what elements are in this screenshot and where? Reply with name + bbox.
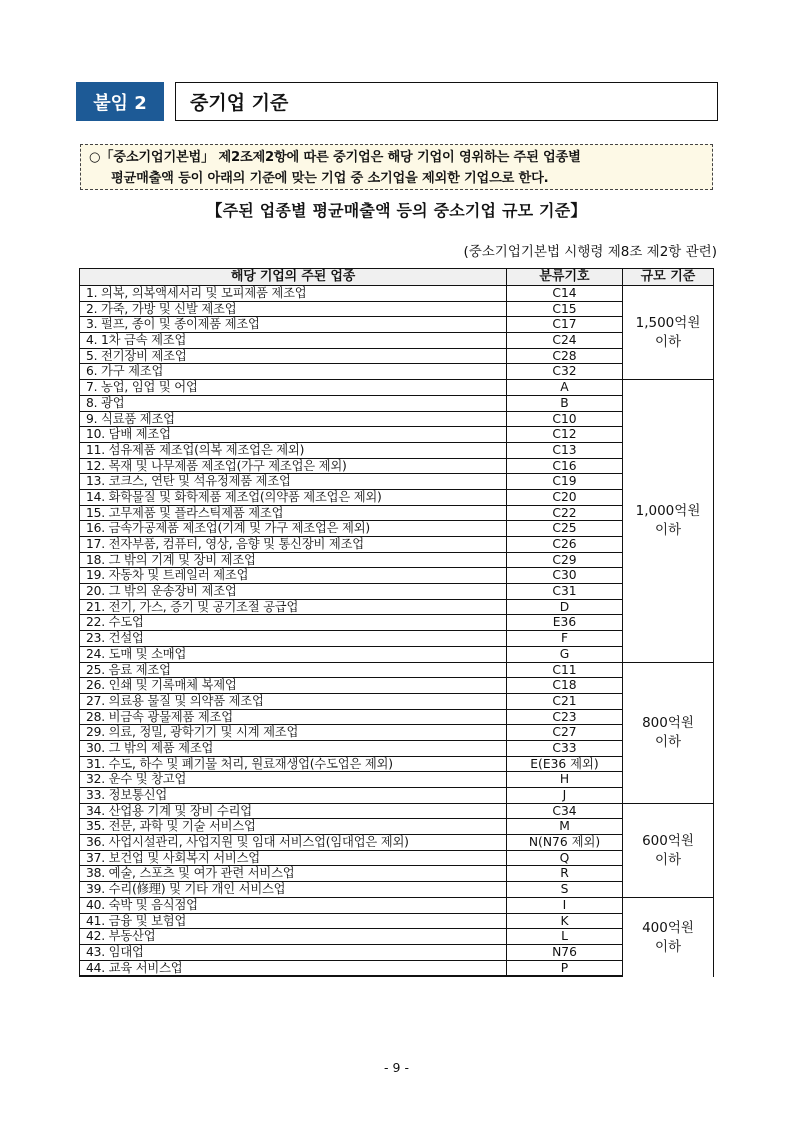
code-cell: C14	[507, 286, 623, 301]
code-cell: E36	[507, 615, 623, 630]
table-row	[80, 506, 713, 522]
table-row	[80, 929, 713, 945]
table-row	[80, 364, 713, 380]
code-cell: D	[507, 600, 623, 615]
table-row	[80, 851, 713, 867]
code-cell: C10	[507, 412, 623, 427]
table-row	[80, 694, 713, 710]
table-row	[80, 537, 713, 553]
industry-cell: 21. 전기, 가스, 증기 및 공기조절 공급업	[80, 600, 507, 615]
table-row	[80, 866, 713, 882]
code-cell: P	[507, 961, 623, 976]
industry-cell: 35. 전문, 과학 및 기술 서비스업	[80, 819, 507, 834]
code-cell: M	[507, 819, 623, 834]
code-cell: Q	[507, 851, 623, 866]
industry-cell: 17. 전자부품, 컴퓨터, 영상, 음향 및 통신장비 제조업	[80, 537, 507, 552]
table-row	[80, 380, 713, 396]
industry-cell: 30. 그 밖의 제품 제조업	[80, 741, 507, 756]
size-group-cell	[622, 380, 713, 663]
size-limit-qualifier: 이하	[654, 521, 682, 538]
code-cell: I	[507, 898, 623, 913]
industry-cell: 19. 자동차 및 트레일러 제조업	[80, 568, 507, 583]
code-cell: H	[507, 772, 623, 787]
table-row	[80, 333, 713, 349]
industry-cell: 39. 수리(修理) 및 기타 개인 서비스업	[80, 882, 507, 897]
note-line-2: 평균매출액 등이 아래의 기준에 맞는 기업 중 소기업을 제외한 기업으로 한다.	[111, 171, 549, 186]
table-row	[80, 427, 713, 443]
industry-cell: 11. 섬유제품 제조업(의복 제조업은 제외)	[80, 443, 507, 458]
table-row	[80, 678, 713, 694]
code-cell: C26	[507, 537, 623, 552]
code-cell: C17	[507, 317, 623, 332]
industry-cell: 8. 광업	[80, 396, 507, 411]
table-row	[80, 819, 713, 835]
code-cell: C19	[507, 474, 623, 489]
header-code: 분류기호	[507, 269, 623, 285]
table-row	[80, 553, 713, 569]
industry-cell: 29. 의료, 정밀, 광학기기 및 시계 제조업	[80, 725, 507, 740]
code-cell: C29	[507, 553, 623, 568]
industry-cell: 42. 부동산업	[80, 929, 507, 944]
code-cell: C23	[507, 710, 623, 725]
table-row	[80, 788, 713, 804]
size-limit-qualifier: 이하	[654, 851, 682, 868]
industry-cell: 3. 펄프, 종이 및 종이제품 제조업	[80, 317, 507, 332]
code-cell: C27	[507, 725, 623, 740]
industry-cell: 36. 사업시설관리, 사업지원 및 임대 서비스업(임대업은 제외)	[80, 835, 507, 850]
table-row	[80, 725, 713, 741]
table-row	[80, 600, 713, 616]
industry-cell: 1. 의복, 의복액세서리 및 모피제품 제조업	[80, 286, 507, 301]
table-row	[80, 317, 713, 333]
table-row	[80, 396, 713, 412]
table-row	[80, 631, 713, 647]
size-group-cell	[622, 286, 713, 380]
code-cell: N(N76 제외)	[507, 835, 623, 850]
industry-cell: 16. 금속가공제품 제조업(기계 및 가구 제조업은 제외)	[80, 521, 507, 536]
industry-cell: 2. 가죽, 가방 및 신발 제조업	[80, 302, 507, 317]
table-row	[80, 710, 713, 726]
code-cell: G	[507, 647, 623, 662]
table-subtitle: 【주된 업종별 평균매출액 등의 중소기업 규모 기준】	[206, 201, 587, 220]
industry-cell: 7. 농업, 임업 및 어업	[80, 380, 507, 395]
industry-cell: 15. 고무제품 및 플라스틱제품 제조업	[80, 506, 507, 521]
industry-cell: 27. 의료용 물질 및 의약품 제조업	[80, 694, 507, 709]
table-row	[80, 459, 713, 475]
table-row	[80, 772, 713, 788]
table-row	[80, 647, 713, 663]
table-row	[80, 804, 713, 820]
table-row	[80, 961, 713, 977]
code-cell: C28	[507, 349, 623, 364]
size-limit-qualifier: 이하	[654, 938, 682, 955]
code-cell: S	[507, 882, 623, 897]
size-limit-amount: 1,500억원	[635, 314, 701, 331]
table-header-row	[80, 269, 713, 286]
industry-cell: 5. 전기장비 제조업	[80, 349, 507, 364]
code-cell: C25	[507, 521, 623, 536]
industry-cell: 22. 수도업	[80, 615, 507, 630]
industry-cell: 14. 화학물질 및 화학제품 제조업(의약품 제조업은 제외)	[80, 490, 507, 505]
code-cell: C20	[507, 490, 623, 505]
size-group-cell	[622, 898, 713, 977]
table-row	[80, 914, 713, 930]
table-body	[80, 286, 713, 976]
table-row	[80, 835, 713, 851]
size-limit-qualifier: 이하	[654, 733, 682, 750]
page-title: 중기업 기준	[175, 82, 718, 121]
code-cell: K	[507, 914, 623, 929]
industry-cell: 18. 그 밖의 기계 및 장비 제조업	[80, 553, 507, 568]
definition-note	[80, 144, 713, 190]
size-limit-amount: 400억원	[642, 919, 694, 936]
table-row	[80, 568, 713, 584]
industry-cell: 24. 도매 및 소매업	[80, 647, 507, 662]
industry-cell: 44. 교육 서비스업	[80, 961, 507, 976]
industry-cell: 34. 산업용 기계 및 장비 수리업	[80, 804, 507, 819]
code-cell: N76	[507, 945, 623, 960]
code-cell: C24	[507, 333, 623, 348]
code-cell: A	[507, 380, 623, 395]
industry-cell: 28. 비금속 광물제품 제조업	[80, 710, 507, 725]
table-row	[80, 521, 713, 537]
industry-cell: 9. 식료품 제조업	[80, 412, 507, 427]
code-cell: C18	[507, 678, 623, 693]
code-cell: C21	[507, 694, 623, 709]
code-cell: C31	[507, 584, 623, 599]
note-line-1: ○「중소기업기본법」 제2조제2항에 따른 중기업은 해당 기업이 영위하는 주된 업종별	[89, 150, 581, 165]
table-row	[80, 898, 713, 914]
industry-cell: 4. 1차 금속 제조업	[80, 333, 507, 348]
code-cell: C13	[507, 443, 623, 458]
code-cell: C12	[507, 427, 623, 442]
code-cell: L	[507, 929, 623, 944]
header-industry: 해당 기업의 주된 업종	[80, 269, 507, 285]
industry-cell: 37. 보건업 및 사회복지 서비스업	[80, 851, 507, 866]
code-cell: E(E36 제외)	[507, 757, 623, 772]
code-cell: C33	[507, 741, 623, 756]
size-standard-table	[79, 268, 714, 977]
industry-cell: 31. 수도, 하수 및 폐기물 처리, 원료재생업(수도업은 제외)	[80, 757, 507, 772]
size-limit-qualifier: 이하	[654, 333, 682, 350]
industry-cell: 20. 그 밖의 운송장비 제조업	[80, 584, 507, 599]
industry-cell: 40. 숙박 및 음식점업	[80, 898, 507, 913]
code-cell: C11	[507, 663, 623, 678]
table-row	[80, 945, 713, 961]
industry-cell: 12. 목재 및 나무제품 제조업(가구 제조업은 제외)	[80, 459, 507, 474]
industry-cell: 41. 금융 및 보험업	[80, 914, 507, 929]
industry-cell: 10. 담배 제조업	[80, 427, 507, 442]
size-limit-amount: 800억원	[642, 714, 694, 731]
size-limit-amount: 600억원	[642, 832, 694, 849]
page-number: - 9 -	[384, 1060, 409, 1075]
industry-cell: 38. 예술, 스포츠 및 여가 관련 서비스업	[80, 866, 507, 881]
code-cell: F	[507, 631, 623, 646]
table-row	[80, 302, 713, 318]
table-row	[80, 443, 713, 459]
table-row	[80, 490, 713, 506]
page-title-bar	[76, 82, 718, 121]
attachment-badge: 붙임 2	[76, 82, 164, 121]
table-row	[80, 584, 713, 600]
code-cell: C16	[507, 459, 623, 474]
industry-cell: 26. 인쇄 및 기록매체 복제업	[80, 678, 507, 693]
industry-cell: 32. 운수 및 창고업	[80, 772, 507, 787]
code-cell: C30	[507, 568, 623, 583]
table-row	[80, 474, 713, 490]
code-cell: J	[507, 788, 623, 803]
legal-reference: (중소기업기본법 시행령 제8조 제2항 관련)	[463, 244, 717, 260]
code-cell: B	[507, 396, 623, 411]
table-row	[80, 882, 713, 898]
size-group-cell	[622, 663, 713, 804]
code-cell: C22	[507, 506, 623, 521]
code-cell: C32	[507, 364, 623, 379]
industry-cell: 33. 정보통신업	[80, 788, 507, 803]
industry-cell: 25. 음료 제조업	[80, 663, 507, 678]
size-limit-amount: 1,000억원	[635, 502, 701, 519]
size-group-cell	[622, 804, 713, 898]
industry-cell: 23. 건설업	[80, 631, 507, 646]
code-cell: C34	[507, 804, 623, 819]
code-cell: C15	[507, 302, 623, 317]
table-row	[80, 663, 713, 679]
code-cell: R	[507, 866, 623, 881]
table-row	[80, 349, 713, 365]
table-row	[80, 412, 713, 428]
industry-cell: 6. 가구 제조업	[80, 364, 507, 379]
industry-cell: 43. 임대업	[80, 945, 507, 960]
header-size: 규모 기준	[640, 269, 696, 284]
table-row	[80, 757, 713, 773]
table-row	[80, 286, 713, 302]
industry-cell: 13. 코크스, 연탄 및 석유정제품 제조업	[80, 474, 507, 489]
table-row	[80, 615, 713, 631]
table-row	[80, 741, 713, 757]
